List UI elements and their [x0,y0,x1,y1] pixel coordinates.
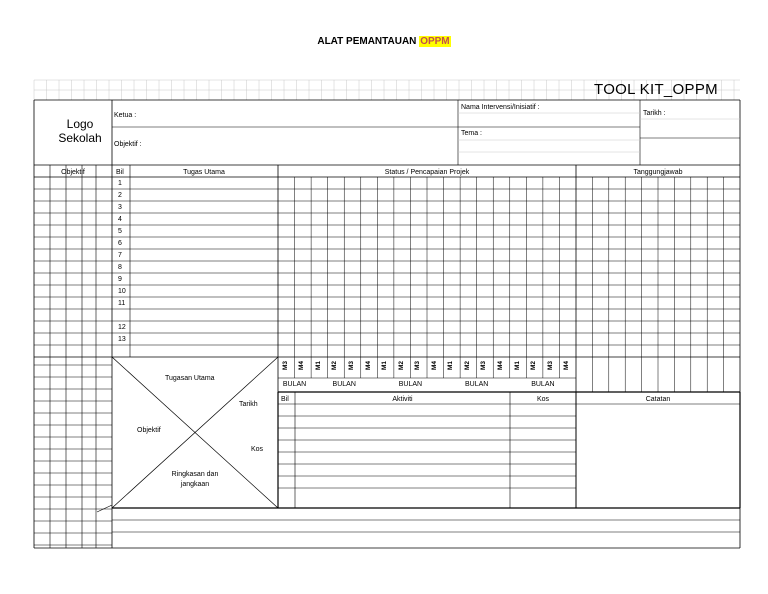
title-highlight: OPPM [420,36,450,47]
nama-intervensi-label: Nama Intervensi/Inisiatif : [461,104,540,111]
row-number: 13 [118,336,126,343]
logo-line-1: Logo [66,117,94,131]
tanggungjawab-header: Tanggungjawab [633,169,683,176]
row-number: 4 [118,216,122,223]
month-label: M3 [281,361,289,371]
month-label: M1 [381,361,389,371]
tarikh-label: Tarikh : [643,110,666,117]
tugas-utama-header: Tugas Utama [183,169,225,176]
activity-catatan-header: Catatan [645,396,671,403]
row-number: 12 [118,324,126,331]
row-number: 2 [118,192,122,199]
month-label: M4 [298,361,306,371]
bulan-label: BULAN [332,381,356,388]
month-label: M4 [497,361,504,371]
toolkit-label: TOOL KIT_OPPM [594,81,718,98]
month-label: M4 [430,361,438,371]
row-number: 10 [118,288,126,295]
row-number: 9 [118,276,122,283]
month-label: M2 [397,361,405,371]
logo-placeholder [50,117,110,145]
row-number: 7 [118,252,122,259]
month-label: M3 [546,361,554,371]
diagram-kos: Kos [251,446,264,453]
activity-bil-header: Bil [281,396,289,403]
status-header: Status / Pencapaian Projek [384,169,470,176]
month-label: M2 [530,361,538,371]
row-number: 3 [118,204,122,211]
diagram-ringkasan-line-1: Ringkasan dan [171,471,219,478]
row-number: 1 [118,180,122,187]
diagram-objektif: Objektif [137,427,161,434]
bulan-label: BULAN [464,381,489,388]
row-number: 5 [118,228,122,235]
row-number: 8 [118,264,122,271]
logo-line-2: Sekolah [58,131,102,145]
objektif-label: Objektif : [114,141,142,148]
ketua-label: Ketua : [114,112,137,119]
month-label: M1 [447,361,455,371]
diagram-ringkasan [150,470,240,490]
bulan-label: BULAN [282,381,307,388]
month-label: M4 [563,361,571,371]
bulan-label: BULAN [531,381,555,388]
tema-label: Tema : [461,130,483,137]
bulan-label: BULAN [398,381,423,388]
month-label: M1 [513,361,521,371]
month-label: M2 [463,361,471,371]
diagram-tarikh: Tarikh [239,401,258,408]
row-number: 6 [118,240,122,247]
month-label: M2 [331,361,339,371]
row-number: 11 [118,300,126,307]
month-label: M3 [414,361,422,371]
month-label: M4 [364,361,372,371]
diagram-tugasan-utama: Tugasan Utama [165,375,215,382]
diagram-ringkasan-line-2: jangkaan [180,481,210,488]
diagram-tail [97,505,112,512]
title-prefix: ALAT PEMANTAUAN [317,36,417,47]
month-label: M3 [348,361,355,371]
month-label: M3 [480,361,488,371]
objektif-header: Objektif [61,169,85,176]
activity-aktiviti-header: Aktiviti [392,396,413,403]
activity-kos-header: Kos [536,396,550,403]
bil-header: Bil [116,169,124,176]
month-label: M1 [314,361,322,371]
